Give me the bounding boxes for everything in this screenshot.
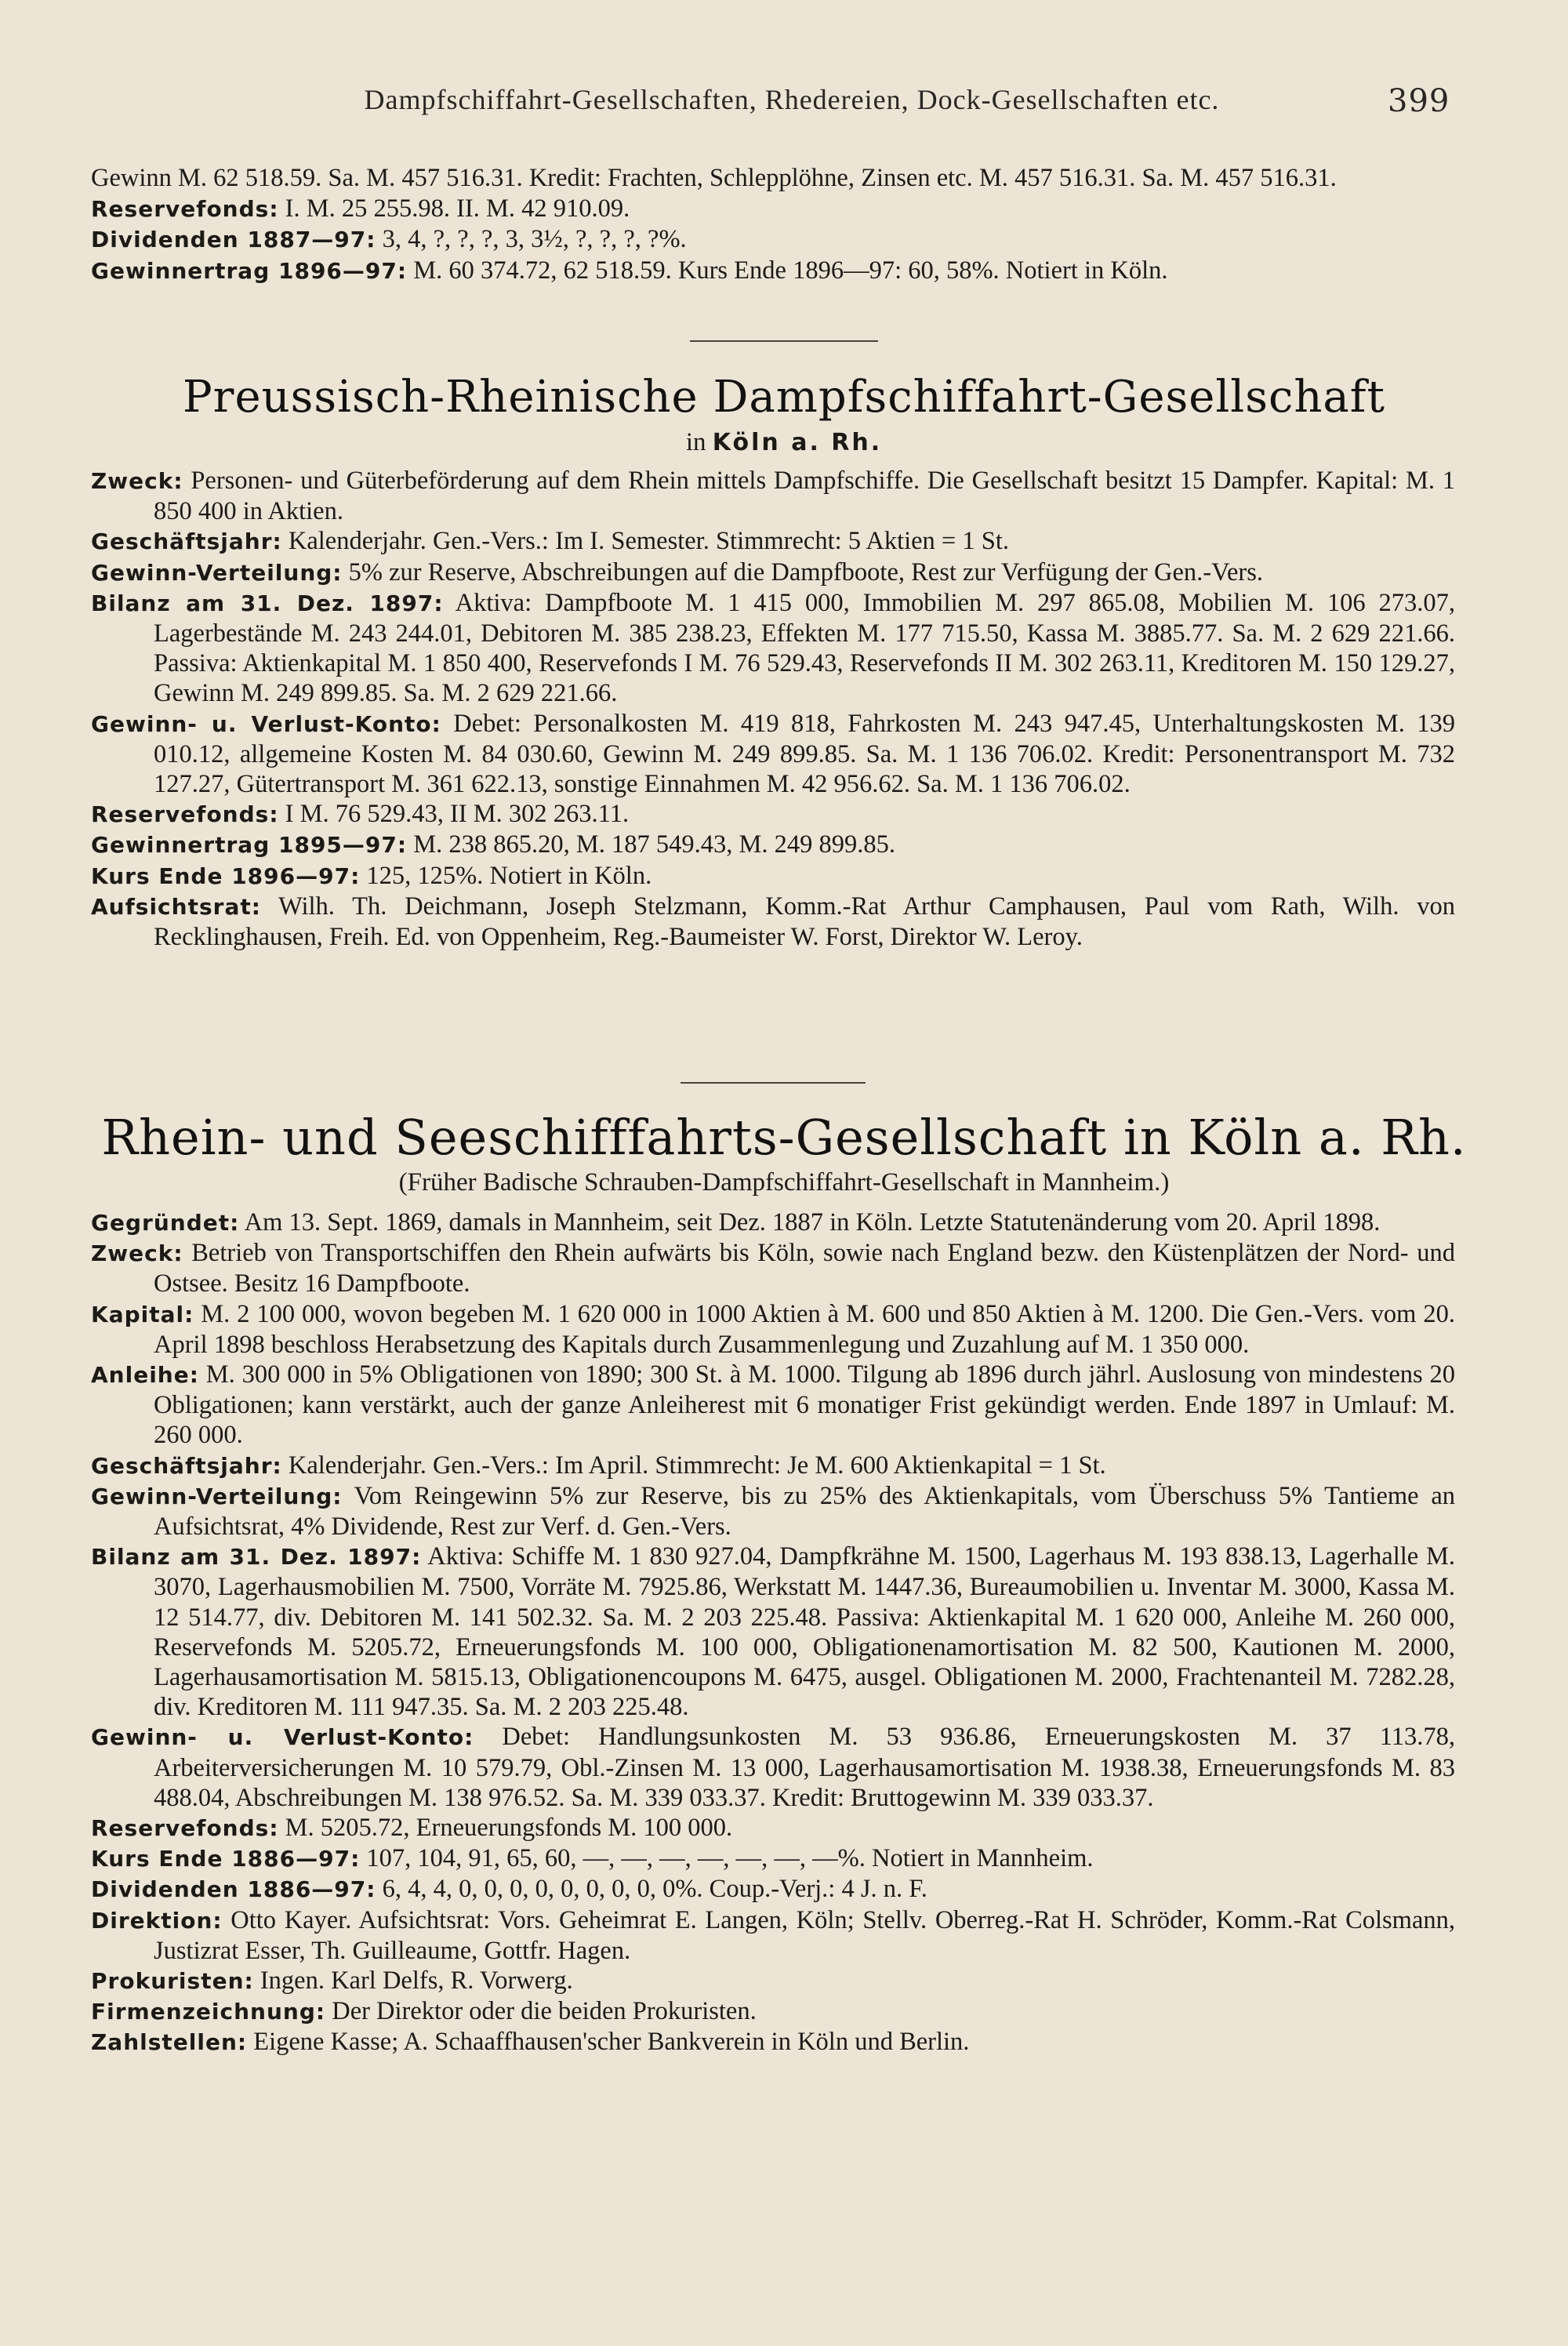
- continuation-block: [91, 163, 1455, 286]
- entry-gewinnertrag: Gewinnertrag 1896—97: M. 60 374.72, 62 518.59. Kurs Ende 1896—97: 60, 58%. Notiert in Köln.: [91, 256, 1168, 285]
- entry-bilanz: Bilanz am 31. Dez. 1897: Aktiva: Dampfboote M. 1 415 000, Immobilien M. 297 865.08, Mobilien M. 106 273.07, Lagerbestände M. 243 244.01, Debitoren M. 385 238.23, Effekten M. 177 715.50, Kassa M. 3885.77. Sa. M. 2 629 221.66. Passiva: Aktienkapital M. 1 850 400, Reservefonds I M. 76 529.43, Reservefonds II M. 302 263.11, Kreditoren M. 150 129.27, Gewinn M. 249 899.85. Sa. M. 2 629 221.66.: [91, 588, 1455, 708]
- entry-zweck: Zweck: Betrieb von Transportschiffen den Rhein aufwärts bis Köln, sowie nach England bezw. den Küstenplätzen der Nord- und Ostsee. Besitz 16 Dampfboote.: [91, 1239, 1455, 1298]
- entry-gewinn-verlust-konto: Gewinn- u. Verlust-Konto: Debet: Personalkosten M. 419 818, Fahrkosten M. 243 947.45, Unterhaltungskosten M. 139 010.12, allgemeine Kosten M. 84 030.60, Gewinn M. 249 899.85. Sa. M. 1 136 706.02. Kredit: Personentransport M. 732 127.27, Gütertransport M. 361 622.13, sonstige Einnahmen M. 42 956.62. Sa. M. 1 136 706.02.: [91, 709, 1456, 799]
- entry-prokuristen: Prokuristen: Ingen. Karl Delfs, R. Vorwerg.: [91, 1966, 573, 1996]
- entry-direktion: Direktion: Otto Kayer. Aufsichtsrat: Vors. Geheimrat E. Langen, Köln; Stellv. Oberreg.-Rat H. Schröder, Komm.-Rat Colsmann, Justizrat Esser, Th. Guilleaume, Gottfr. Hagen.: [91, 1905, 1455, 1965]
- entry-geschaeftsjahr: Geschäftsjahr: Kalenderjahr. Gen.-Vers.: Im April. Stimmrecht: Je M. 600 Aktienkapital = 1 St.: [91, 1451, 1106, 1480]
- entry-firmenzeichnung: Firmenzeichnung: Der Direktor oder die beiden Prokuristen.: [91, 1997, 757, 2026]
- company-subtitle: (Früher Badische Schrauben-Dampfschiffahrt-Gesellschaft in Mannheim.): [398, 1168, 1170, 1197]
- entry-reservefonds: Reservefonds: M. 5205.72, Erneuerungsfonds M. 100 000.: [91, 1814, 733, 1843]
- running-title: Dampfschiffahrt-Gesellschaften, Rhedereien, Dock-Gesellschaften etc.: [364, 84, 1220, 115]
- location-prefix: in: [685, 428, 706, 456]
- entry-bilanz: Bilanz am 31. Dez. 1897: Aktiva: Schiffe M. 1 830 927.04, Dampfkrähne M. 1500, Lagerhaus M. 193 838.13, Lagerhalle M. 3070, Lagerhausmobilien M. 7500, Vorräte M. 7925.86, Werkstatt M. 1447.36, Bureaumobilien u. Inventar M. 3000, Kassa M. 12 514.77, div. Debitoren M. 141 502.32. Sa. M. 2 203 225.48. Passiva: Aktienkapital M. 1 620 000, Anleihe M. 260 000, Reservefonds M. 5205.72, Erneuerungsfonds M. 100 000, Obligationenamortisation M. 82 500, Kautionen M. 2000, Lagerhausamortisation M. 5815.13, Obligationencoupons M. 6475, ausgel. Obligationen M. 2000, Frachtenanteil M. 7282.28, div. Kreditoren M. 111 947.35. Sa. M. 2 203 225.48.: [91, 1542, 1455, 1722]
- page-number: 399: [1388, 83, 1450, 119]
- entry-reservefonds: Reservefonds: I. M. 25 255.98. II. M. 42 910.09.: [91, 194, 630, 223]
- entry-zweck: Zweck: Personen- und Güterbeförderung auf dem Rhein mittels Dampfschiffe. Die Gesellschaft besitzt 15 Dampfer. Kapital: M. 1 850 400 in Aktien.: [91, 467, 1455, 526]
- entry-gewinn-verlust-konto: Gewinn- u. Verlust-Konto: Debet: Handlungsunkosten M. 53 936.86, Erneuerungskosten M. 37 113.78, Arbeiterversicherungen M. 10 579.79, Obl.-Zinsen M. 13 000, Lagerhausamortisation M. 1938.38, Erneuerungsfonds M. 83 488.04, Abschreibungen M. 138 976.52. Sa. M. 339 033.37. Kredit: Bruttogewinn M. 339 033.37.: [91, 1723, 1456, 1812]
- entry-gewinn: Gewinn M. 62 518.59. Sa. M. 457 516.31. Kredit: Frachten, Schlepplöhne, Zinsen etc. M. 457 516.31. Sa. M. 457 516.31.: [91, 164, 1337, 192]
- location-city: Köln a. Rh.: [712, 429, 883, 456]
- section-divider: [690, 340, 878, 342]
- entry-reservefonds: Reservefonds: I M. 76 529.43, II M. 302 263.11.: [91, 800, 630, 829]
- company-title-rhein-seeschifffahrt: Rhein- und Seeschifffahrts-Gesellschaft in Köln a. Rh.: [101, 1109, 1467, 1166]
- entry-kurs: Kurs Ende 1896—97: 125, 125%. Notiert in Köln.: [91, 861, 652, 890]
- entry-geschaeftsjahr: Geschäftsjahr: Kalenderjahr. Gen.-Vers.: Im I. Semester. Stimmrecht: 5 Aktien = 1 St.: [91, 527, 1009, 556]
- company-location: [0, 428, 1568, 457]
- entry-dividenden: Dividenden 1887—97: 3, 4, ?, ?, ?, 3, 3½, ?, ?, ?, ?%.: [91, 225, 687, 254]
- company2-entries: [91, 1208, 1455, 2058]
- entry-gewinn-verteilung: Gewinn-Verteilung: Vom Reingewinn 5% zur Reserve, bis zu 25% des Aktienkapitals, vom Überschuss 5% Tantieme an Aufsichtsrat, 4% Dividende, Rest zur Verf. d. Gen.-Vers.: [91, 1481, 1455, 1542]
- company1-entries: [91, 466, 1455, 952]
- entry-aufsichtsrat: Aufsichtsrat: Wilh. Th. Deichmann, Joseph Stelzmann, Komm.-Rat Arthur Camphausen, Paul vom Rath, Wilh. von Recklinghausen, Freih. Ed. von Oppenheim, Reg.-Baumeister W. Forst, Direktor W. Leroy.: [91, 892, 1455, 952]
- entry-kurs: Kurs Ende 1886—97: 107, 104, 91, 65, 60, —, —, —, —, —, —, —%. Notiert in Mannheim.: [91, 1844, 1094, 1873]
- section-divider: [681, 1082, 866, 1084]
- entry-gewinn-verteilung: Gewinn-Verteilung: 5% zur Reserve, Abschreibungen auf die Dampfboote, Rest zur Verfügung der Gen.-Vers.: [91, 557, 1263, 586]
- entry-kapital: Kapital: M. 2 100 000, wovon begeben M. 1 620 000 in 1000 Aktien à M. 600 und 850 Aktien à M. 1200. Die Gen.-Vers. vom 20. April 1898 beschloss Herabsetzung des Kapitals durch Zusammenlegung und Zuzahlung auf M. 1 350 000.: [91, 1299, 1456, 1359]
- company-title-preussisch-rheinische: Preussisch-Rheinische Dampfschiffahrt-Gesellschaft: [183, 372, 1385, 423]
- running-head: [0, 83, 1568, 122]
- entry-gewinnertrag: Gewinnertrag 1895—97: M. 238 865.20, M. 187 549.43, M. 249 899.85.: [91, 830, 896, 859]
- entry-dividenden: Dividenden 1886—97: 6, 4, 4, 0, 0, 0, 0, 0, 0, 0, 0, 0%. Coup.-Verj.: 4 J. n. F.: [91, 1875, 927, 1904]
- entry-anleihe: Anleihe: M. 300 000 in 5% Obligationen von 1890; 300 St. à M. 1000. Tilgung ab 1896 durch jährl. Auslosung von mindestens 20 Obligationen; kann verstärkt, auch der ganze Anleiherest mit 6 monatiger Frist gekündigt werden. Ende 1897 in Umlauf: M. 260 000.: [91, 1360, 1456, 1450]
- entry-zahlstellen: Zahlstellen: Eigene Kasse; A. Schaaffhausen'scher Bankverein in Köln und Berlin.: [91, 2028, 970, 2057]
- entry-gegruendet: Gegründet: Am 13. Sept. 1869, damals in Mannheim, seit Dez. 1887 in Köln. Letzte Statutenänderung vom 20. April 1898.: [91, 1208, 1381, 1237]
